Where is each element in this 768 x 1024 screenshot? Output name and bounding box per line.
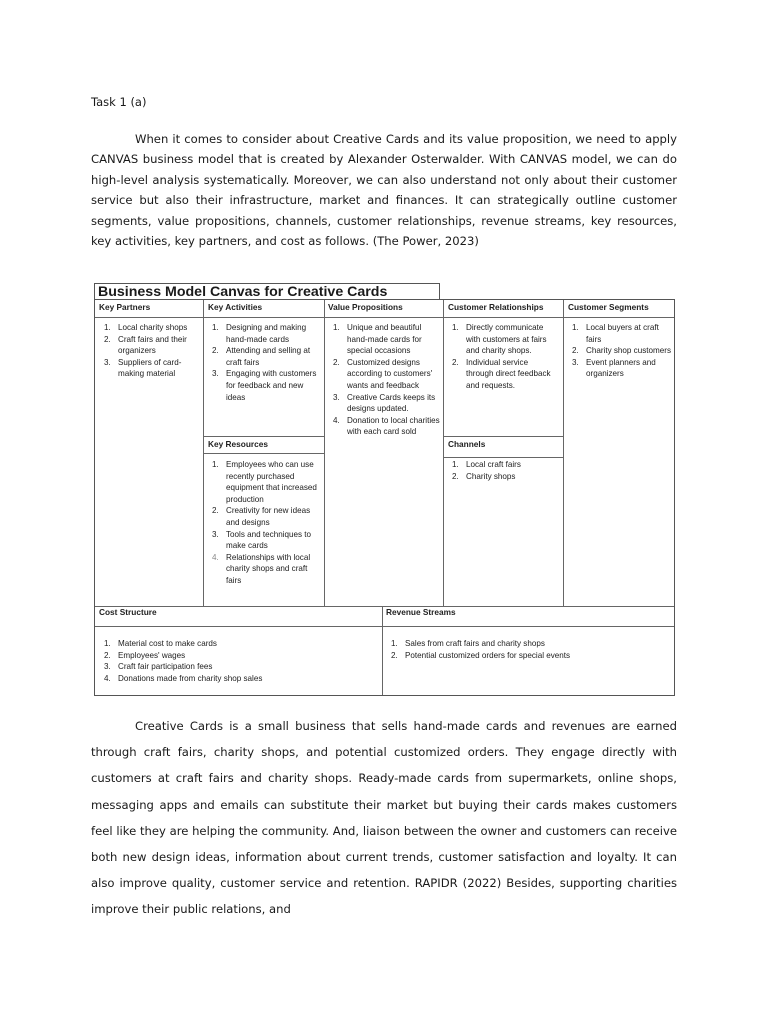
list-item: 1. Sales from craft fairs and charity shops bbox=[391, 639, 545, 648]
list-item: 4. Donations made from charity shop sales bbox=[104, 673, 263, 683]
customer-segments-header: Customer Segments bbox=[568, 302, 649, 312]
list-item: 2. Customized designs according to customers' wants and feedback bbox=[333, 357, 433, 390]
list-item: 3. Suppliers of card-making material bbox=[104, 357, 182, 379]
list-item: 2. Employees' wages bbox=[104, 650, 186, 660]
key-partners-header: Key Partners bbox=[99, 302, 151, 312]
list-item: 1. Local craft fairs bbox=[452, 460, 521, 469]
canvas-bottom-divider bbox=[95, 606, 674, 607]
list-item: 2. Potential customized orders for special events bbox=[391, 650, 571, 660]
list-item: 3. Creative Cards keeps its designs updated. bbox=[333, 392, 436, 414]
list-item: 4. Donation to local charities with each card sold bbox=[333, 415, 440, 437]
key-resources-list bbox=[203, 459, 322, 587]
key-partners-list bbox=[95, 322, 201, 380]
business-model-canvas bbox=[94, 299, 675, 696]
channels-header: Channels bbox=[448, 439, 486, 449]
analysis-paragraph: Creative Cards is a small business that sells hand-made cards and revenues are earned through craft fairs, charity shops, and potential customized orders. They engage directly with customers at craft fairs and charity shops. Ready-made cards from supermarkets, online shops, messaging apps and emails can substitute their market but buying their cards makes customers feel like they are helping the community. And, liaison between the owner and customers can receive both new design ideas, information about current trends, customer satisfaction and loyalty. It can also improve quality, customer service and retention. RAPIDR (2022) Besides, supporting charities improve their public relations, and bbox=[91, 719, 677, 917]
cost-structure-list bbox=[95, 638, 380, 684]
list-item: 2. Attending and selling at craft fairs bbox=[212, 346, 311, 367]
list-item: 3. Craft fair participation fees bbox=[104, 662, 213, 672]
list-item: 1. Designing and making hand-made cards bbox=[212, 323, 307, 344]
list-item: 2. Charity shop customers bbox=[572, 346, 672, 356]
key-activities-header: Key Activities bbox=[208, 302, 263, 312]
key-activities-list bbox=[203, 322, 322, 403]
list-item: 1. Local buyers at craft fairs bbox=[572, 323, 659, 344]
customer-relationships-header: Customer Relationships bbox=[448, 302, 544, 312]
list-item: 1. Local charity shops bbox=[104, 323, 188, 332]
list-item: 2. Creativity for new ideas and designs bbox=[212, 506, 311, 527]
list-item: 3. Tools and techniques to make cards bbox=[212, 529, 312, 551]
list-item: 4. Relationships with local charity shops and craft fairs bbox=[212, 552, 311, 585]
revenue-streams-header: Revenue Streams bbox=[386, 607, 456, 617]
key-resources-header: Key Resources bbox=[208, 439, 268, 449]
customer-segments-list bbox=[563, 322, 674, 380]
canvas-row-divider bbox=[203, 453, 324, 454]
list-item: 3. Event planners and organizers bbox=[572, 357, 656, 379]
list-item: 1. Employees who can use recently purchased equipment that increased production bbox=[212, 460, 317, 504]
canvas-bottom-header-divider bbox=[95, 626, 674, 627]
list-item: 1. Directly communicate with customers at fairs and charity shops. bbox=[452, 323, 547, 356]
canvas-header-divider bbox=[95, 317, 674, 318]
intro-paragraph: When it comes to consider about Creative Cards and its value proposition, we need to apply CANVAS business model that is created by Alexander Osterwalder. With CANVAS model, we can do high-level analysis systematically. Moreover, we can also understand not only about their customer service but also their infrastructure, market and finances. It can strategically outline customer segments, value propositions, channels, customer relationships, revenue streams, key resources, key activities, key partners, and cost as follows. (The Power, 2023) bbox=[91, 132, 677, 249]
cost-structure-header: Cost Structure bbox=[99, 607, 157, 617]
list-item: 1. Unique and beautiful hand-made cards for special occasions bbox=[333, 323, 422, 356]
list-item: 1. Material cost to make cards bbox=[104, 639, 217, 648]
channels-list bbox=[443, 459, 561, 482]
value-propositions-list bbox=[324, 322, 441, 438]
list-item: 3. Engaging with customers for feedback and new ideas bbox=[212, 369, 317, 402]
list-item: 2. Individual service through direct feedback and requests. bbox=[452, 357, 551, 390]
canvas-row-divider bbox=[203, 436, 324, 437]
canvas-row-divider bbox=[443, 436, 563, 437]
revenue-streams-list bbox=[382, 638, 672, 661]
list-item: 2. Charity shops bbox=[452, 471, 516, 481]
canvas-title: Business Model Canvas for Creative Cards bbox=[94, 283, 440, 300]
task-title: Task 1 (a) bbox=[91, 95, 147, 109]
value-propositions-header: Value Propositions bbox=[328, 302, 403, 312]
canvas-row-divider bbox=[443, 457, 563, 458]
list-item: 2. Craft fairs and their organizers bbox=[104, 334, 187, 356]
customer-relationships-list bbox=[443, 322, 553, 392]
